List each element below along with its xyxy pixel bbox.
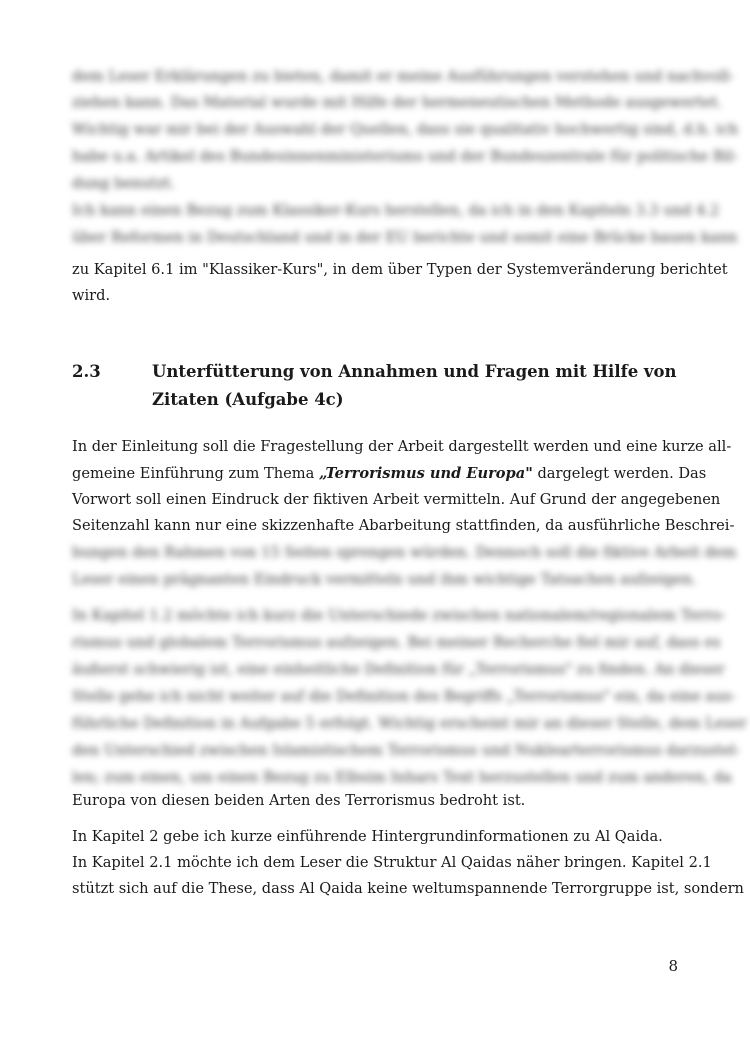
blurred-text-line: dem Leser Erklärungen zu bieten, damit er meine Ausführungen verstehen und nachvoll- bbox=[72, 68, 734, 85]
blurred-text-line: Wichtig war mir bei der Auswahl der Quellen, dass sie qualitativ hochwertig sind, d.h. ich bbox=[72, 121, 739, 138]
body-text-line: Europa von diesen beiden Arten des Terrorismus bedroht ist. bbox=[72, 792, 526, 809]
blurred-text-line: Ich kann einen Bezug zum Klassiker-Kurs herstellen, da ich in den Kapiteln 3.3 und 4.2 bbox=[72, 202, 720, 219]
body-text-line: stützt sich auf die These, dass Al Qaida keine weltumspannende Terrorgruppe ist, sondern bbox=[72, 880, 744, 897]
blurred-text-line: äußerst schwierig ist, eine einheitliche Definition für „Terrorismus" zu finden. An dieser bbox=[72, 661, 725, 678]
section-title-line: Zitaten (Aufgabe 4c) bbox=[152, 390, 344, 409]
blurred-text-line: Stelle gehe ich nicht weiter auf die Definition des Begriffs „Terrorismus" ein, da eine aus- bbox=[72, 688, 736, 705]
emphasized-topic: „Terrorismus und Europa" bbox=[318, 465, 533, 482]
page-number: 8 bbox=[668, 957, 678, 975]
blurred-text-line: ziehen kann. Das Material wurde mit Hilfe der hermeneutischen Methode ausgewertet. bbox=[72, 94, 722, 111]
body-text-line bbox=[72, 461, 707, 487]
blurred-text-line: len; zum einen, um einen Bezug zu Elbsim Inhars Text herzustellen und zum anderen, da bbox=[72, 769, 732, 786]
body-text-segment: dargelegt werden. Das bbox=[532, 465, 707, 482]
body-text-line: In Kapitel 2.1 möchte ich dem Leser die Struktur Al Qaidas näher bringen. Kapitel 2.1 bbox=[72, 854, 712, 871]
blurred-text-line: habe u.a. Artikel des Bundesinnenministeriums und der Bundeszentrale für politische Bil- bbox=[72, 148, 739, 165]
section-title-line: Unterfütterung von Annahmen und Fragen mit Hilfe von bbox=[152, 362, 677, 381]
blurred-text-line: über Reformen in Deutschland und in der EU berichte und somit eine Brücke bauen kann bbox=[72, 229, 738, 246]
blurred-text-line: rismus und globalem Terrorismus aufzeigen. Bei meiner Recherche fiel mir auf, dass es bbox=[72, 634, 721, 651]
blurred-text-line: den Unterschied zwischen Islamistischem Terrorismus und Nuklearterrorismus darzustel- bbox=[72, 742, 741, 759]
body-text-line: Vorwort soll einen Eindruck der fiktiven Arbeit vermitteln. Auf Grund der angegebenen bbox=[72, 491, 721, 508]
blurred-text-line: Leser einen prägnanten Eindruck vermitteln und ihm wichtige Tatsachen aufzeigen. bbox=[72, 571, 697, 588]
blurred-text-line: bungen den Rahmen von 15 Seiten sprengen würden. Dennoch soll die fiktive Arbeit dem bbox=[72, 544, 737, 561]
body-text-line: In der Einleitung soll die Fragestellung der Arbeit dargestellt werden und eine kurze all- bbox=[72, 438, 732, 455]
section-number: 2.3 bbox=[72, 362, 101, 381]
blurred-text-line: dung benutzt. bbox=[72, 175, 175, 192]
body-text-line: Seitenzahl kann nur eine skizzenhafte Abarbeitung stattfinden, da ausführliche Beschrei- bbox=[72, 517, 735, 534]
blurred-text-line: führliche Definition in Aufgabe 5 erfolgt. Wichtig erscheint mir an dieser Stelle, dem Leser bbox=[72, 715, 747, 732]
body-text-segment: gemeine Einführung zum Thema bbox=[72, 465, 319, 482]
blurred-text-line: In Kapitel 1.2 möchte ich kurz die Unterschiede zwischen nationalem/regionalem Terro- bbox=[72, 607, 726, 624]
body-text-line: In Kapitel 2 gebe ich kurze einführende Hintergrundinformationen zu Al Qaida. bbox=[72, 828, 663, 845]
body-text-line: zu Kapitel 6.1 im "Klassiker-Kurs", in dem über Typen der Systemveränderung berichtet bbox=[72, 261, 728, 278]
body-text-line: wird. bbox=[72, 287, 111, 304]
